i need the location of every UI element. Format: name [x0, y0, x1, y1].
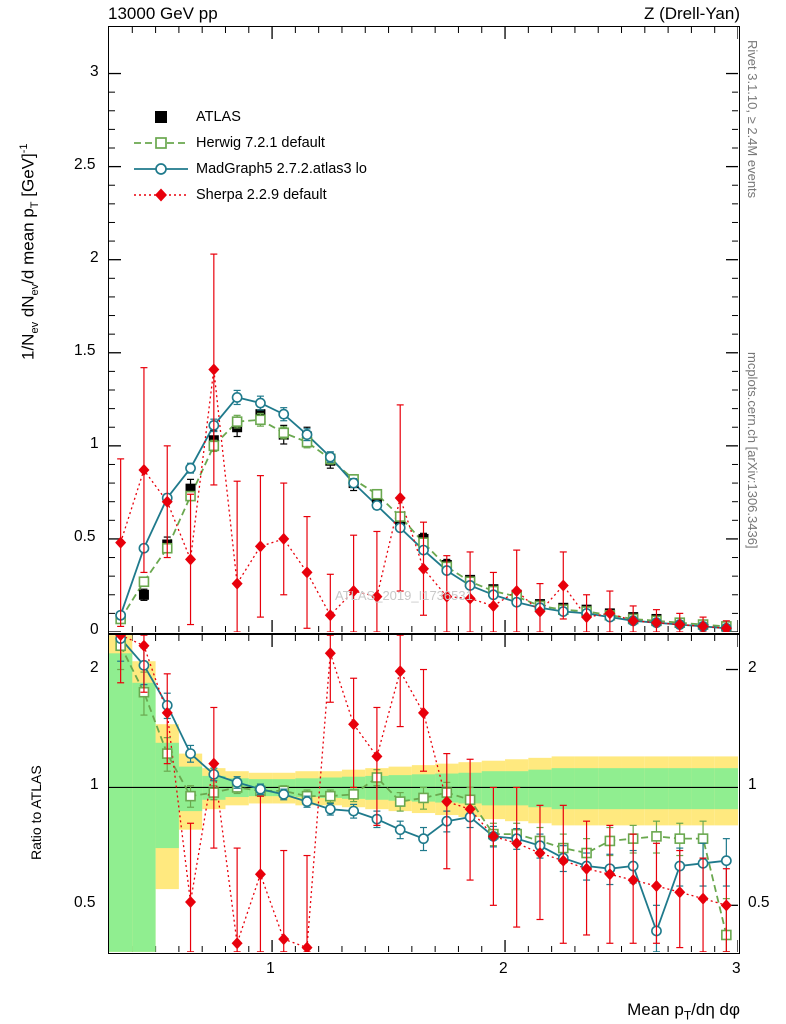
ratio-plot-panel — [108, 634, 740, 954]
y-axis-label-main: $1/N_{ev}$ $dN_{ev}/d$ mean $p_T$ [GeV]$^{-1}$ — [18, 143, 42, 360]
legend — [132, 104, 367, 208]
x-tick-label: 1 — [266, 960, 275, 977]
header-left-label: 13000 GeV pp — [108, 4, 218, 23]
legend-item[interactable] — [132, 156, 367, 182]
y-tick-label-main: 1 — [90, 434, 99, 452]
legend-marker-square-open-icon — [132, 133, 190, 153]
y-tick-label-ratio: 1 — [90, 776, 99, 794]
legend-marker-diamond-filled-icon — [132, 185, 190, 205]
ratio-plot-canvas — [109, 635, 738, 952]
side-label-arxiv: mcplots.cern.ch [arXiv:1306.3436] — [745, 352, 760, 549]
y-tick-label-ratio: 1 — [748, 776, 757, 794]
y-tick-label-ratio: 0.5 — [748, 894, 770, 912]
side-label-events: Rivet 3.1.10, ≥ 2.4M events — [745, 40, 760, 199]
y-axis-label-ratio: Ratio to ATLAS — [28, 765, 44, 860]
legend-label: Herwig 7.2.1 default — [196, 135, 325, 151]
legend-item[interactable] — [132, 182, 367, 208]
y-tick-label-main: 3 — [90, 62, 99, 80]
x-axis-label: Mean $p_T/d\eta$ dφ — [627, 999, 740, 1022]
y-tick-label-main: 0 — [90, 621, 99, 638]
watermark-label: ATLAS_2019_I1736531 — [335, 588, 473, 603]
x-tick-label: 2 — [499, 960, 508, 977]
legend-marker-square-filled-icon — [132, 107, 190, 127]
legend-item[interactable] — [132, 130, 367, 156]
legend-label: Sherpa 2.2.9 default — [196, 187, 327, 203]
legend-item[interactable] — [132, 104, 367, 130]
legend-label: MadGraph5 2.7.2.atlas3 lo — [196, 161, 367, 177]
y-tick-label-main: 2.5 — [74, 155, 96, 173]
y-tick-label-ratio: 0.5 — [74, 894, 96, 912]
y-tick-label-ratio: 2 — [748, 658, 757, 676]
y-tick-label-main: 0.5 — [74, 527, 96, 545]
y-tick-label-main: 1.5 — [74, 341, 96, 359]
y-tick-label-main: 2 — [90, 248, 99, 266]
x-tick-label: 3 — [732, 960, 741, 977]
header-right-label: Z (Drell-Yan) — [643, 4, 740, 23]
y-tick-label-ratio: 2 — [90, 658, 99, 676]
legend-label: ATLAS — [196, 109, 241, 125]
legend-marker-circle-open-icon — [132, 159, 190, 179]
